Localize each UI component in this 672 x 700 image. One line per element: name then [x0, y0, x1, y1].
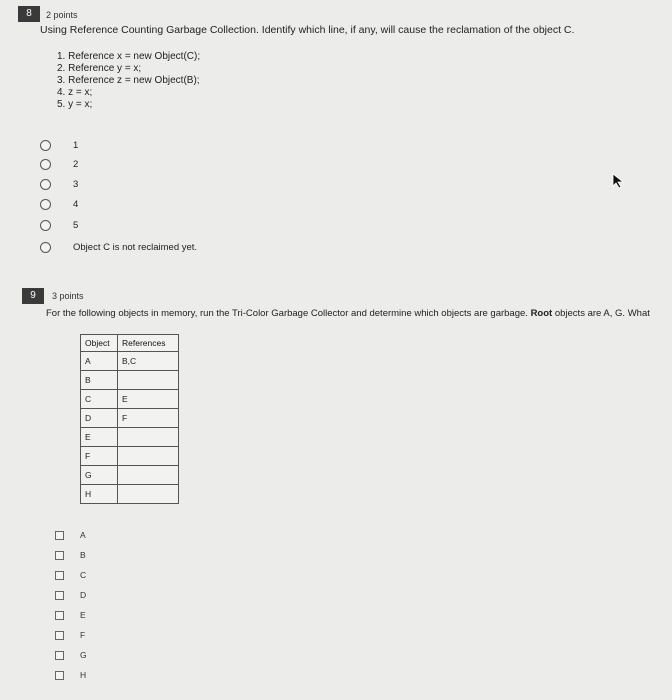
radio-button[interactable] [40, 199, 51, 210]
table-cell [118, 466, 179, 485]
checkbox[interactable] [55, 591, 64, 600]
table-row [81, 447, 179, 466]
option-label: E [80, 610, 86, 620]
checkbox-option-d[interactable] [55, 588, 86, 602]
option-label: D [80, 590, 87, 600]
option-label: C [80, 570, 87, 580]
option-label: A [80, 530, 86, 540]
checkbox[interactable] [55, 671, 64, 680]
table-row [81, 371, 179, 390]
code-line: 1. Reference x = new Object(C); [57, 51, 201, 62]
radio-button[interactable] [40, 179, 51, 190]
option-label: G [80, 650, 87, 660]
option-label: H [80, 670, 87, 680]
table-row [81, 409, 179, 428]
table-cell: B,C [118, 352, 179, 371]
code-line: 3. Reference z = new Object(B); [57, 75, 200, 86]
option-label: B [80, 550, 86, 560]
table-cell [118, 485, 179, 504]
checkbox-option-e[interactable] [55, 608, 86, 622]
table-cell [118, 447, 179, 466]
code-block [57, 51, 200, 111]
radio-button[interactable] [40, 242, 51, 253]
option-label: 5 [73, 219, 79, 231]
object-reference-table [80, 334, 179, 504]
table-cell: B [81, 371, 118, 390]
checkbox[interactable] [55, 571, 64, 580]
code-line: 5. y = x; [57, 99, 93, 110]
checkbox[interactable] [55, 651, 64, 660]
option-4[interactable] [40, 196, 78, 212]
table-cell: D [81, 409, 118, 428]
table-row [81, 390, 179, 409]
table-row [81, 466, 179, 485]
option-label: 1 [73, 139, 79, 151]
checkbox[interactable] [55, 631, 64, 640]
question-prompt [46, 308, 650, 319]
checkbox-option-h[interactable] [55, 668, 86, 682]
checkbox[interactable] [55, 611, 64, 620]
checkbox-option-f[interactable] [55, 628, 85, 642]
code-line: 4. z = x; [57, 87, 93, 98]
prompt-text: objects are A, G. What [552, 308, 650, 319]
option-3[interactable] [40, 176, 78, 192]
table-cell: A [81, 352, 118, 371]
table-cell: C [81, 390, 118, 409]
mouse-cursor-icon [612, 173, 626, 189]
question-points: 2 points [46, 10, 78, 20]
table-row [81, 428, 179, 447]
option-label: 2 [73, 158, 79, 170]
table-header-row [81, 335, 179, 352]
table-cell: F [118, 409, 179, 428]
option-label: Object C is not reclaimed yet. [73, 241, 198, 253]
option-label: F [80, 630, 86, 640]
table-cell: H [81, 485, 118, 504]
column-header-object: Object [81, 335, 118, 352]
question-number: 9 [22, 288, 44, 304]
code-line: 2. Reference y = x; [57, 63, 142, 74]
question-prompt: Using Reference Counting Garbage Collection. Identify which line, if any, will cause the reclamation of the object C. [40, 24, 575, 36]
question-number: 8 [18, 6, 40, 22]
table-cell: F [81, 447, 118, 466]
checkbox-option-a[interactable] [55, 528, 86, 542]
checkbox[interactable] [55, 531, 64, 540]
table-cell [118, 371, 179, 390]
option-not-reclaimed[interactable] [40, 239, 197, 255]
checkbox-option-c[interactable] [55, 568, 86, 582]
option-1[interactable] [40, 137, 78, 153]
option-2[interactable] [40, 156, 78, 172]
table-cell: E [118, 390, 179, 409]
option-5[interactable] [40, 217, 78, 233]
radio-button[interactable] [40, 140, 51, 151]
checkbox-option-b[interactable] [55, 548, 86, 562]
checkbox-option-g[interactable] [55, 648, 87, 662]
option-label: 4 [73, 198, 79, 210]
radio-button[interactable] [40, 159, 51, 170]
question-points: 3 points [52, 291, 84, 301]
table-cell [118, 428, 179, 447]
option-label: 3 [73, 178, 79, 190]
checkbox[interactable] [55, 551, 64, 560]
table-cell: E [81, 428, 118, 447]
column-header-references: References [118, 335, 179, 352]
prompt-bold-text: Root [530, 308, 553, 319]
radio-button[interactable] [40, 220, 51, 231]
prompt-text: For the following objects in memory, run the Tri-Color Garbage Collector and determine which objects are garbage. [46, 308, 531, 319]
table-cell: G [81, 466, 118, 485]
table-row [81, 485, 179, 504]
table-row [81, 352, 179, 371]
